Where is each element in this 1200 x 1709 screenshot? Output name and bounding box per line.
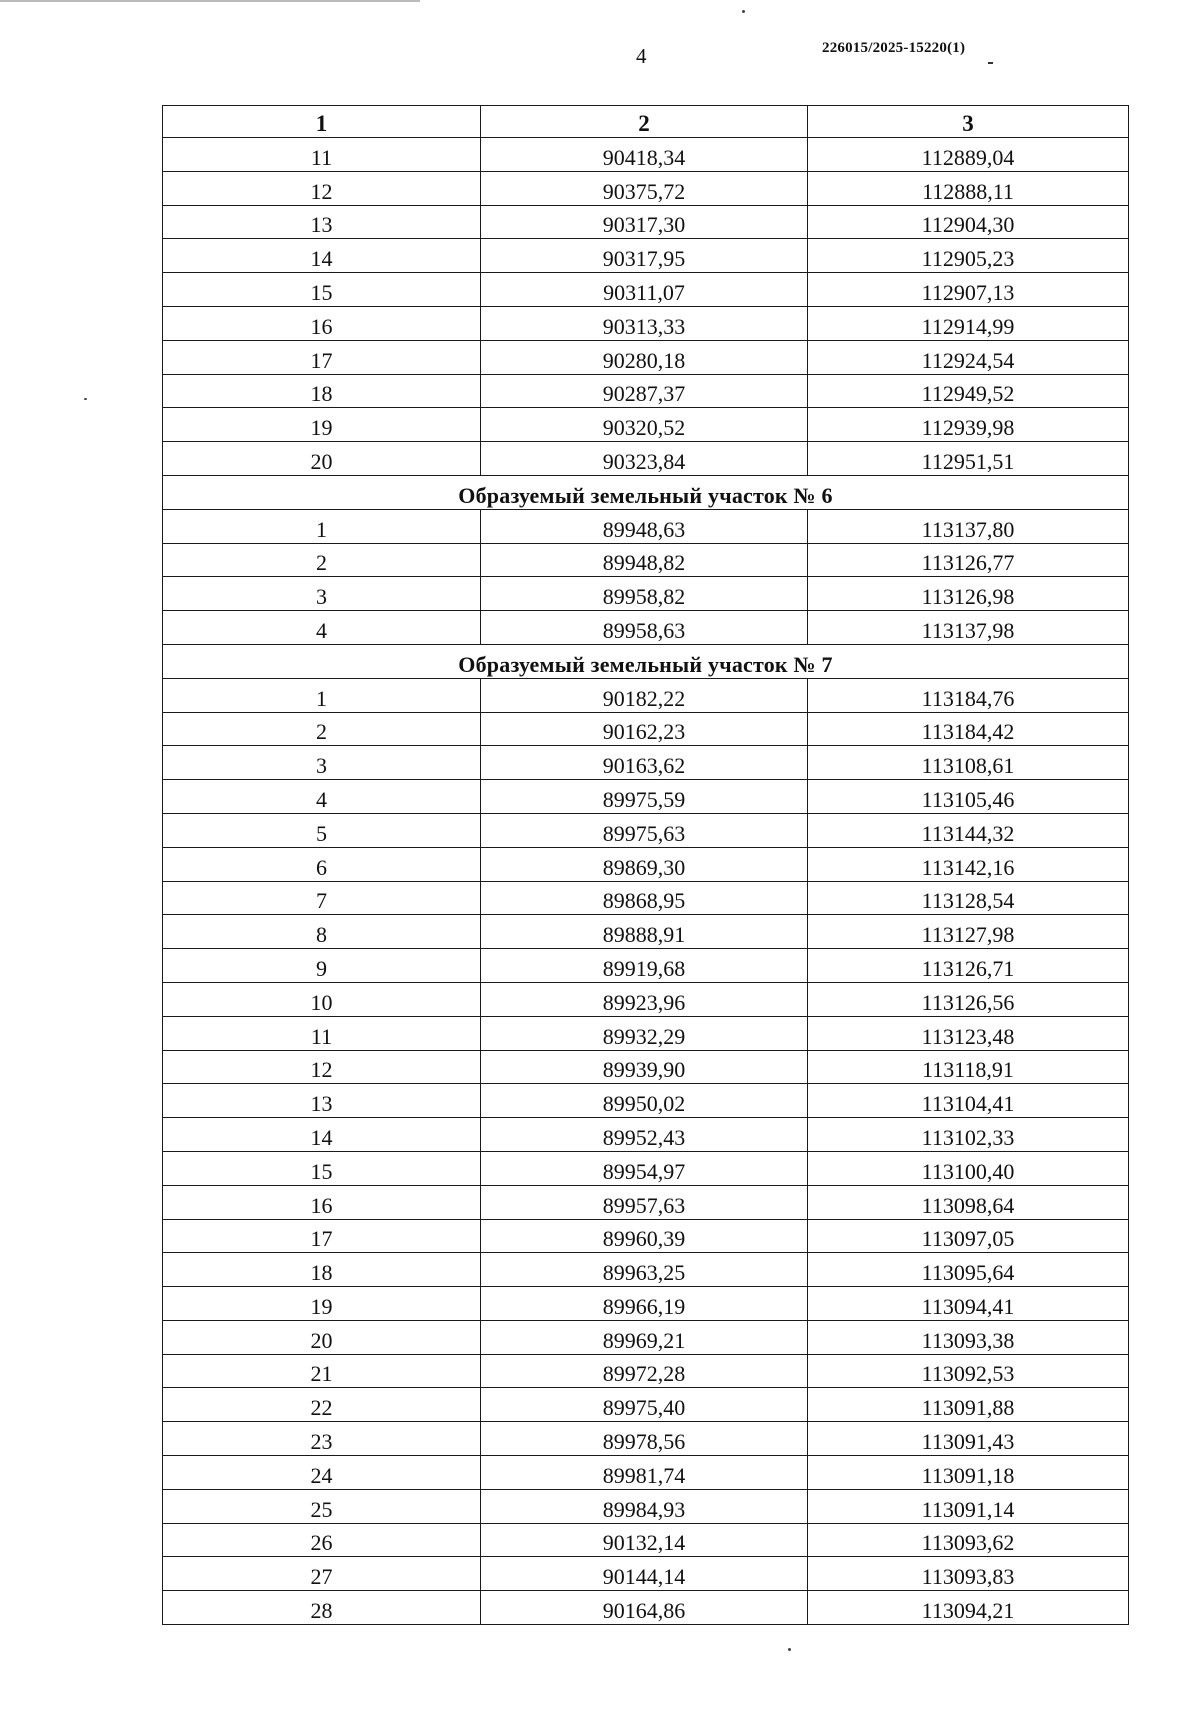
point-number-cell: 4: [163, 780, 481, 814]
x-coordinate-cell: 89975,59: [481, 780, 808, 814]
scan-speck: [742, 10, 745, 13]
table-row: [163, 949, 1129, 983]
y-coordinate-cell: 113094,41: [808, 1287, 1129, 1321]
point-number-cell: 23: [163, 1422, 481, 1456]
y-coordinate-cell: 113092,53: [808, 1354, 1129, 1388]
point-number-cell: 26: [163, 1523, 481, 1557]
y-coordinate-cell: 113128,54: [808, 881, 1129, 915]
section-row: [163, 475, 1129, 509]
table-row: [163, 1489, 1129, 1523]
scan-edge-mark: [0, 0, 420, 2]
table-row: [163, 1523, 1129, 1557]
table-row: [163, 1456, 1129, 1490]
table-row: [163, 780, 1129, 814]
point-number-cell: 22: [163, 1388, 481, 1422]
column-header: 1: [163, 106, 481, 138]
table-header-row: [163, 106, 1129, 138]
point-number-cell: 19: [163, 408, 481, 442]
table-row: [163, 306, 1129, 340]
y-coordinate-cell: 113126,71: [808, 949, 1129, 983]
point-number-cell: 13: [163, 1084, 481, 1118]
table-row: [163, 1354, 1129, 1388]
y-coordinate-cell: 112889,04: [808, 138, 1129, 172]
x-coordinate-cell: 90163,62: [481, 746, 808, 780]
table-row: [163, 205, 1129, 239]
table-row: [163, 847, 1129, 881]
x-coordinate-cell: 89972,28: [481, 1354, 808, 1388]
column-header: 3: [808, 106, 1129, 138]
y-coordinate-cell: 113093,38: [808, 1320, 1129, 1354]
x-coordinate-cell: 90375,72: [481, 171, 808, 205]
x-coordinate-cell: 89969,21: [481, 1320, 808, 1354]
table-row: [163, 577, 1129, 611]
x-coordinate-cell: 89948,82: [481, 543, 808, 577]
y-coordinate-cell: 113184,42: [808, 712, 1129, 746]
column-header: 2: [481, 106, 808, 138]
x-coordinate-cell: 89963,25: [481, 1253, 808, 1287]
x-coordinate-cell: 90323,84: [481, 442, 808, 476]
x-coordinate-cell: 90317,95: [481, 239, 808, 273]
x-coordinate-cell: 90144,14: [481, 1557, 808, 1591]
point-number-cell: 7: [163, 881, 481, 915]
table-row: [163, 408, 1129, 442]
section-title: Образуемый земельный участок № 6: [163, 475, 1129, 509]
table-row: [163, 1151, 1129, 1185]
x-coordinate-cell: 89888,91: [481, 915, 808, 949]
y-coordinate-cell: 113137,80: [808, 509, 1129, 543]
point-number-cell: 11: [163, 138, 481, 172]
point-number-cell: 15: [163, 273, 481, 307]
point-number-cell: 2: [163, 543, 481, 577]
table-row: [163, 915, 1129, 949]
y-coordinate-cell: 113091,43: [808, 1422, 1129, 1456]
y-coordinate-cell: 112951,51: [808, 442, 1129, 476]
point-number-cell: 15: [163, 1151, 481, 1185]
x-coordinate-cell: 89981,74: [481, 1456, 808, 1490]
table-row: [163, 982, 1129, 1016]
x-coordinate-cell: 90418,34: [481, 138, 808, 172]
point-number-cell: 12: [163, 1050, 481, 1084]
point-number-cell: 18: [163, 1253, 481, 1287]
coordinates-table: [162, 105, 1129, 1625]
table-row: [163, 138, 1129, 172]
point-number-cell: 1: [163, 509, 481, 543]
point-number-cell: 14: [163, 1118, 481, 1152]
y-coordinate-cell: 113123,48: [808, 1016, 1129, 1050]
x-coordinate-cell: 90132,14: [481, 1523, 808, 1557]
table-row: [163, 273, 1129, 307]
table-row: [163, 1557, 1129, 1591]
y-coordinate-cell: 113108,61: [808, 746, 1129, 780]
table-row: [163, 1287, 1129, 1321]
table-row: [163, 1320, 1129, 1354]
point-number-cell: 20: [163, 1320, 481, 1354]
x-coordinate-cell: 90182,22: [481, 678, 808, 712]
y-coordinate-cell: 112888,11: [808, 171, 1129, 205]
x-coordinate-cell: 90164,86: [481, 1591, 808, 1625]
point-number-cell: 21: [163, 1354, 481, 1388]
table-row: [163, 239, 1129, 273]
table-row: [163, 1422, 1129, 1456]
y-coordinate-cell: 112914,99: [808, 306, 1129, 340]
table-row: [163, 1016, 1129, 1050]
table-row: [163, 813, 1129, 847]
x-coordinate-cell: 89950,02: [481, 1084, 808, 1118]
table-row: [163, 712, 1129, 746]
y-coordinate-cell: 113127,98: [808, 915, 1129, 949]
x-coordinate-cell: 89939,90: [481, 1050, 808, 1084]
y-coordinate-cell: 113126,56: [808, 982, 1129, 1016]
point-number-cell: 19: [163, 1287, 481, 1321]
x-coordinate-cell: 90311,07: [481, 273, 808, 307]
table-row: [163, 1253, 1129, 1287]
table-row: [163, 171, 1129, 205]
y-coordinate-cell: 113142,16: [808, 847, 1129, 881]
y-coordinate-cell: 113100,40: [808, 1151, 1129, 1185]
point-number-cell: 12: [163, 171, 481, 205]
point-number-cell: 14: [163, 239, 481, 273]
y-coordinate-cell: 113104,41: [808, 1084, 1129, 1118]
x-coordinate-cell: 89869,30: [481, 847, 808, 881]
table-row: [163, 1084, 1129, 1118]
y-coordinate-cell: 113098,64: [808, 1185, 1129, 1219]
x-coordinate-cell: 89958,82: [481, 577, 808, 611]
table-row: [163, 1050, 1129, 1084]
section-title: Образуемый земельный участок № 7: [163, 644, 1129, 678]
point-number-cell: 27: [163, 1557, 481, 1591]
x-coordinate-cell: 89978,56: [481, 1422, 808, 1456]
point-number-cell: 24: [163, 1456, 481, 1490]
table-row: [163, 881, 1129, 915]
table-row: [163, 374, 1129, 408]
table-row: [163, 611, 1129, 645]
y-coordinate-cell: 113097,05: [808, 1219, 1129, 1253]
y-coordinate-cell: 113144,32: [808, 813, 1129, 847]
y-coordinate-cell: 112904,30: [808, 205, 1129, 239]
point-number-cell: 17: [163, 1219, 481, 1253]
y-coordinate-cell: 113095,64: [808, 1253, 1129, 1287]
point-number-cell: 5: [163, 813, 481, 847]
y-coordinate-cell: 112924,54: [808, 340, 1129, 374]
table-row: [163, 509, 1129, 543]
scan-mark: [988, 62, 993, 64]
point-number-cell: 20: [163, 442, 481, 476]
section-row: [163, 644, 1129, 678]
y-coordinate-cell: 112949,52: [808, 374, 1129, 408]
point-number-cell: 11: [163, 1016, 481, 1050]
x-coordinate-cell: 89960,39: [481, 1219, 808, 1253]
x-coordinate-cell: 89932,29: [481, 1016, 808, 1050]
x-coordinate-cell: 89984,93: [481, 1489, 808, 1523]
x-coordinate-cell: 90280,18: [481, 340, 808, 374]
table-row: [163, 678, 1129, 712]
y-coordinate-cell: 113105,46: [808, 780, 1129, 814]
scan-speck: [788, 1648, 791, 1651]
x-coordinate-cell: 89975,63: [481, 813, 808, 847]
y-coordinate-cell: 113091,88: [808, 1388, 1129, 1422]
y-coordinate-cell: 113184,76: [808, 678, 1129, 712]
x-coordinate-cell: 89868,95: [481, 881, 808, 915]
x-coordinate-cell: 90320,52: [481, 408, 808, 442]
point-number-cell: 6: [163, 847, 481, 881]
point-number-cell: 28: [163, 1591, 481, 1625]
y-coordinate-cell: 113102,33: [808, 1118, 1129, 1152]
scan-speck: [84, 398, 87, 400]
y-coordinate-cell: 113091,18: [808, 1456, 1129, 1490]
point-number-cell: 2: [163, 712, 481, 746]
y-coordinate-cell: 113094,21: [808, 1591, 1129, 1625]
table-row: [163, 1118, 1129, 1152]
x-coordinate-cell: 90313,33: [481, 306, 808, 340]
y-coordinate-cell: 113118,91: [808, 1050, 1129, 1084]
y-coordinate-cell: 113093,83: [808, 1557, 1129, 1591]
x-coordinate-cell: 89952,43: [481, 1118, 808, 1152]
point-number-cell: 16: [163, 1185, 481, 1219]
x-coordinate-cell: 89958,63: [481, 611, 808, 645]
x-coordinate-cell: 90162,23: [481, 712, 808, 746]
x-coordinate-cell: 90317,30: [481, 205, 808, 239]
table-row: [163, 746, 1129, 780]
x-coordinate-cell: 89948,63: [481, 509, 808, 543]
point-number-cell: 13: [163, 205, 481, 239]
coordinates-table-body: [163, 106, 1129, 1625]
table-row: [163, 1388, 1129, 1422]
table-row: [163, 1591, 1129, 1625]
table-row: [163, 1185, 1129, 1219]
point-number-cell: 1: [163, 678, 481, 712]
point-number-cell: 9: [163, 949, 481, 983]
point-number-cell: 8: [163, 915, 481, 949]
point-number-cell: 3: [163, 746, 481, 780]
x-coordinate-cell: 89919,68: [481, 949, 808, 983]
y-coordinate-cell: 112907,13: [808, 273, 1129, 307]
point-number-cell: 18: [163, 374, 481, 408]
y-coordinate-cell: 113091,14: [808, 1489, 1129, 1523]
x-coordinate-cell: 90287,37: [481, 374, 808, 408]
point-number-cell: 17: [163, 340, 481, 374]
table-row: [163, 340, 1129, 374]
y-coordinate-cell: 113126,98: [808, 577, 1129, 611]
y-coordinate-cell: 113126,77: [808, 543, 1129, 577]
document-code: 226015/2025-15220(1): [822, 40, 966, 56]
x-coordinate-cell: 89966,19: [481, 1287, 808, 1321]
table-row: [163, 543, 1129, 577]
table-row: [163, 442, 1129, 476]
x-coordinate-cell: 89954,97: [481, 1151, 808, 1185]
y-coordinate-cell: 113093,62: [808, 1523, 1129, 1557]
y-coordinate-cell: 112939,98: [808, 408, 1129, 442]
point-number-cell: 4: [163, 611, 481, 645]
y-coordinate-cell: 113137,98: [808, 611, 1129, 645]
y-coordinate-cell: 112905,23: [808, 239, 1129, 273]
table-row: [163, 1219, 1129, 1253]
page-number: 4: [636, 44, 647, 68]
x-coordinate-cell: 89923,96: [481, 982, 808, 1016]
x-coordinate-cell: 89975,40: [481, 1388, 808, 1422]
point-number-cell: 25: [163, 1489, 481, 1523]
point-number-cell: 3: [163, 577, 481, 611]
point-number-cell: 16: [163, 306, 481, 340]
x-coordinate-cell: 89957,63: [481, 1185, 808, 1219]
point-number-cell: 10: [163, 982, 481, 1016]
